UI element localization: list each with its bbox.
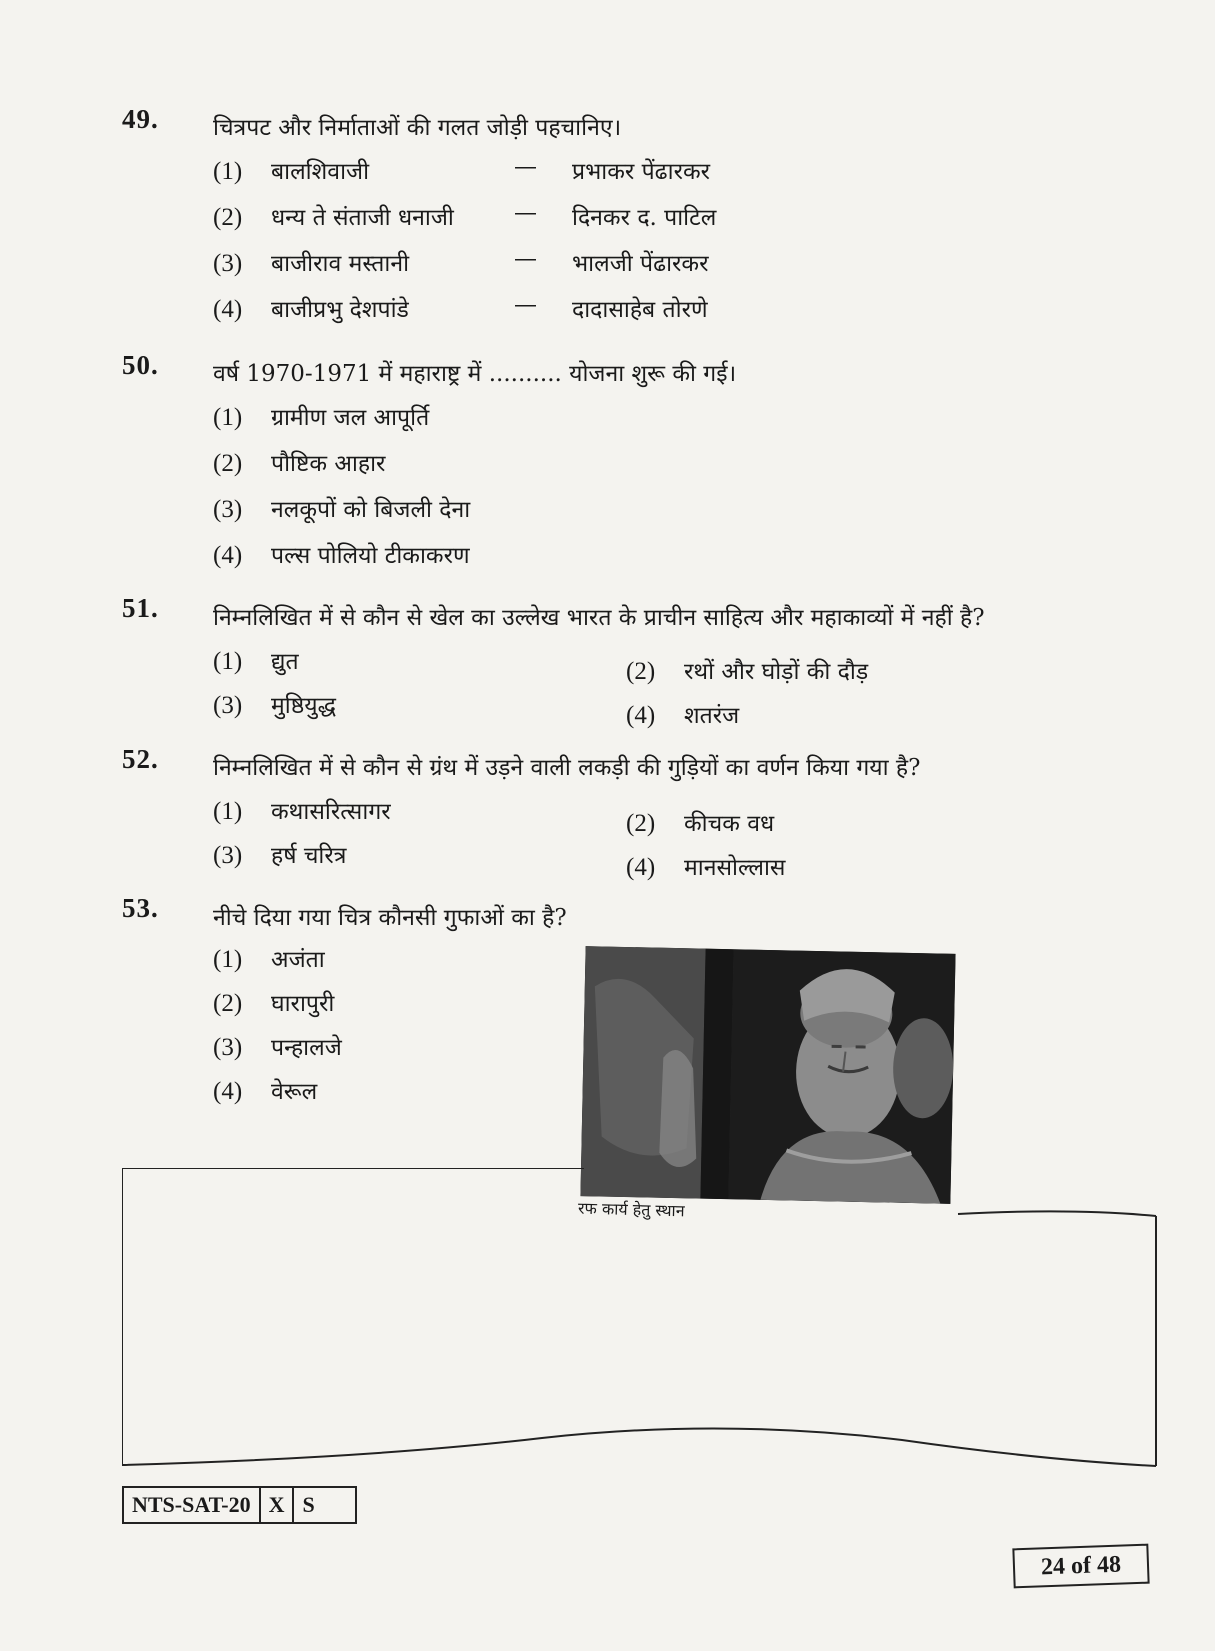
- dash-separator: —: [514, 292, 537, 318]
- option-row: [213, 794, 391, 826]
- option-film: बालशिवाजी: [271, 159, 370, 185]
- option-number: (3): [213, 692, 243, 719]
- option-row: [213, 1030, 342, 1062]
- question-text: वर्ष 1970-1971 में महाराष्ट्र में .......... योजना शुरू की गई।: [213, 361, 737, 387]
- option-label: घारापुरी: [271, 991, 335, 1017]
- option-producer: प्रभाकर पेंढारकर: [572, 159, 711, 185]
- option-label: अजंता: [271, 947, 325, 973]
- option-row: [213, 492, 470, 524]
- option-number: (4): [213, 296, 243, 323]
- option-label: रथों और घोड़ों की दौड़: [684, 659, 869, 685]
- option-number: (2): [213, 204, 243, 231]
- dash-separator: —: [514, 200, 537, 226]
- option-row: [213, 986, 334, 1018]
- option-row: [213, 538, 470, 570]
- option-number: (4): [213, 1078, 243, 1105]
- option-number: (4): [626, 702, 656, 729]
- rough-work-label: रफ कार्य हेतु स्थान: [577, 1198, 685, 1221]
- option-number: (1): [213, 158, 243, 185]
- paper-code-box: [122, 1486, 357, 1524]
- option-row: [213, 446, 385, 478]
- option-number: (3): [213, 496, 243, 523]
- option-label: पल्स पोलियो टीकाकरण: [271, 543, 470, 569]
- option-row: [213, 292, 409, 324]
- option-number: (1): [213, 946, 243, 973]
- option-number: (3): [213, 1034, 243, 1061]
- option-number: (2): [626, 658, 656, 685]
- option-row: [626, 806, 774, 838]
- dash-separator: —: [514, 154, 537, 180]
- option-row: [213, 942, 325, 974]
- option-label: हर्ष चरित्र: [271, 843, 347, 869]
- option-film: बाजीप्रभु देशपांडे: [271, 297, 409, 323]
- option-label: कथासरित्सागर: [271, 799, 391, 825]
- option-producer: भालजी पेंढारकर: [572, 251, 709, 277]
- option-row: [626, 850, 785, 882]
- option-producer: दिनकर द. पाटिल: [572, 205, 717, 231]
- option-number: (2): [213, 450, 243, 477]
- option-label: शतरंज: [684, 703, 740, 729]
- paper-code: NTS-SAT-20: [124, 1488, 261, 1522]
- option-number: (3): [213, 250, 243, 277]
- option-row: [213, 644, 299, 676]
- question-number: 50.: [122, 350, 159, 380]
- question-number: 52.: [122, 744, 159, 774]
- option-number: (2): [213, 990, 243, 1017]
- option-number: (4): [626, 854, 656, 881]
- option-number: (1): [213, 648, 243, 675]
- option-number: (3): [213, 842, 243, 869]
- option-row: [213, 246, 409, 278]
- option-row: [213, 154, 369, 186]
- option-label: वेरूल: [271, 1079, 318, 1105]
- option-label: पौष्टिक आहार: [271, 451, 386, 477]
- option-row: [213, 200, 454, 232]
- option-label: मानसोल्लास: [684, 855, 786, 881]
- option-row: [626, 654, 868, 686]
- dash-separator: —: [514, 246, 537, 272]
- class-code: X: [261, 1488, 295, 1522]
- set-code: S: [302, 1492, 315, 1517]
- option-row: [213, 688, 336, 720]
- question-text: निम्नलिखित में से कौन से खेल का उल्लेख भारत के प्राचीन साहित्य और महाकाव्यों में नहीं है?: [213, 605, 985, 631]
- option-label: मुष्ठियुद्ध: [271, 693, 336, 719]
- question-number: 51.: [122, 593, 159, 623]
- option-row: [213, 400, 429, 432]
- option-label: नलकूपों को बिजली देना: [271, 497, 471, 523]
- option-number: (4): [213, 542, 243, 569]
- option-number: (1): [213, 404, 243, 431]
- question-text: निम्नलिखित में से कौन से ग्रंथ में उड़ने वाली लकड़ी की गुड़ियों का वर्णन किया गया है?: [213, 755, 921, 781]
- option-row: [213, 1074, 317, 1106]
- option-number: (2): [626, 810, 656, 837]
- question-number: 53.: [122, 893, 159, 923]
- option-film: धन्य ते संताजी धनाजी: [271, 205, 454, 231]
- cave-sculpture-photo: [580, 946, 955, 1204]
- option-label: पन्हालजे: [271, 1035, 342, 1061]
- option-producer: दादासाहेब तोरणे: [572, 297, 708, 323]
- option-label: ग्रामीण जल आपूर्ति: [271, 405, 430, 431]
- question-text: नीचे दिया गया चित्र कौनसी गुफाओं का है?: [213, 905, 567, 931]
- option-row: [626, 698, 739, 730]
- question-text: चित्रपट और निर्माताओं की गलत जोड़ी पहचानिए।: [213, 115, 622, 141]
- option-label: द्युत: [271, 649, 299, 675]
- option-film: बाजीराव मस्तानी: [271, 251, 410, 277]
- option-row: [213, 838, 346, 870]
- page-number: 24 of 48: [1012, 1544, 1149, 1589]
- question-number: 49.: [122, 104, 159, 134]
- option-number: (1): [213, 798, 243, 825]
- option-label: कीचक वध: [684, 811, 775, 837]
